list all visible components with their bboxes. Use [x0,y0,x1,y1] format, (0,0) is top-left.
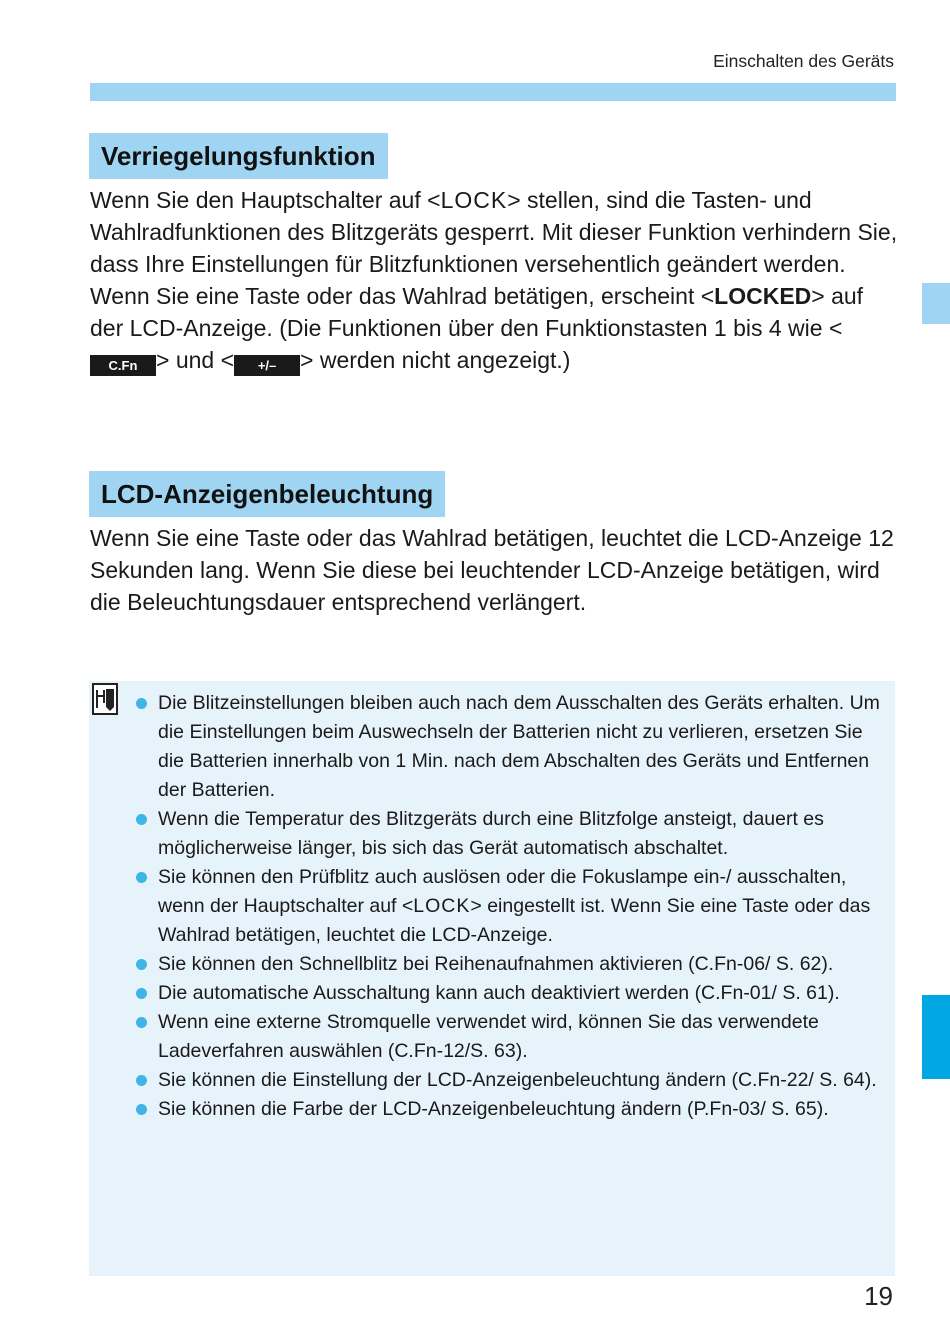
list-item [136,863,886,950]
list-item: Sie können den Schnellblitz bei Reihenaufnahmen aktivieren (C.Fn-06/ S. 62). [136,950,886,979]
text: > eingestellt ist. Wenn Sie eine Taste oder das Wahlrad betätigen, leuchtet die LCD-Anzeige. [158,895,871,946]
list-item: Sie können die Einstellung der LCD-Anzeigenbeleuchtung ändern (C.Fn-22/ S. 64). [136,1066,886,1095]
cfn-icon: C.Fn [90,355,156,376]
text: Wenn Sie eine Taste oder das Wahlrad betätigen, erscheint < [90,283,715,309]
paragraph [90,184,900,280]
running-header: Einschalten des Geräts [713,51,894,71]
text: > stellen, sind die Tasten- und Wahlradfunktionen des Blitzgeräts gesperrt. Mit dieser Funktion verhindern Sie, dass Ihre Einstellungen für Blitzfunktionen versehentlich geändert werden. [90,187,898,277]
list-item: Sie können die Farbe der LCD-Anzeigenbeleuchtung ändern (P.Fn-03/ S. 65). [136,1095,886,1124]
chapter-tab-light [922,283,950,324]
exposure-compensation-icon: +/– [234,355,300,376]
memo-icon [92,683,118,715]
page-number: 19 [864,1281,893,1311]
text: > und < [156,347,235,373]
text: Wenn Sie den Hauptschalter auf < [90,187,441,213]
paragraph: Wenn Sie eine Taste oder das Wahlrad betätigen, leuchtet die LCD-Anzeige 12 Sekunden lang. Wenn Sie diese bei leuchtender LCD-Anzeige betätigen, wird die Beleuchtungsdauer entsprechend verlängert. [90,525,894,615]
header-bar [90,83,896,101]
locked-display-label: LOCKED [714,283,812,309]
text: > werden nicht angezeigt.) [300,347,571,373]
section-body-lock-function [90,184,900,376]
text: Sie können den Prüfblitz auch auslösen oder die Fokuslampe ein-/ ausschalten, wenn der Hauptschalter auf < [158,866,847,917]
section-heading-lcd-illumination: LCD-Anzeigenbeleuchtung [89,471,445,517]
paragraph [90,280,900,376]
list-item: Die Blitzeinstellungen bleiben auch nach dem Ausschalten des Geräts erhalten. Um die Einstellungen beim Auswechseln der Batterien nicht zu verlieren, ersetzen Sie die Batterien innerhalb von 1 Min. nach dem Abschalten des Geräts und Entfernen der Batterien. [136,689,886,805]
lock-symbol: LOCK [413,895,471,917]
section-heading-lock-function: Verriegelungsfunktion [89,133,388,179]
chapter-tab-active [922,995,950,1079]
section-body-lcd-illumination [90,522,900,618]
list-item: Die automatische Ausschaltung kann auch deaktiviert werden (C.Fn-01/ S. 61). [136,979,886,1008]
list-item: Wenn eine externe Stromquelle verwendet wird, können Sie das verwendete Ladeverfahren auswählen (C.Fn-12/S. 63). [136,1008,886,1066]
text: > auf der LCD-Anzeige. (Die Funktionen über den Funktionstasten 1 bis 4 wie < [90,283,864,341]
lock-symbol: LOCK [440,187,508,213]
note-list [136,689,886,1124]
list-item: Wenn die Temperatur des Blitzgeräts durch eine Blitzfolge ansteigt, dauert es möglicherweise länger, bis sich das Gerät automatisch abschaltet. [136,805,886,863]
